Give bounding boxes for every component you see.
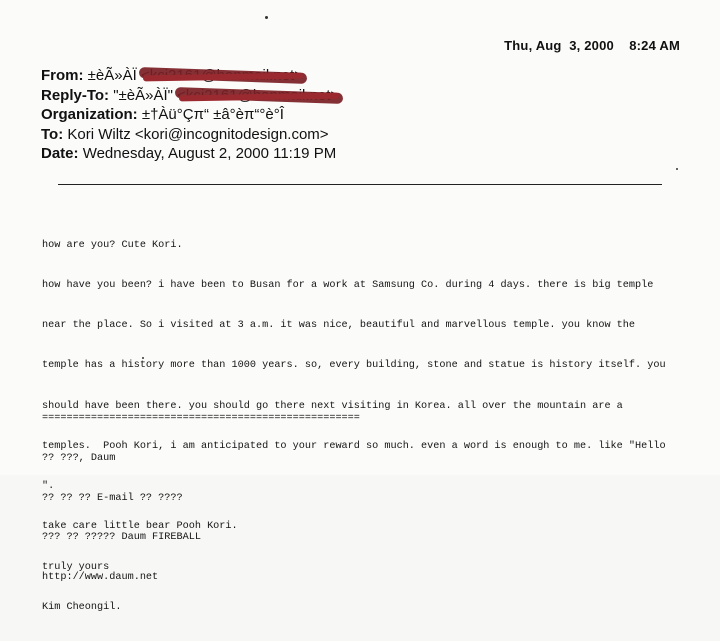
- reply-to-name: "±èÃ»ÀÏ": [113, 86, 173, 104]
- organization-row: [41, 105, 339, 125]
- organization-label: Organization:: [41, 106, 138, 123]
- from-address-redacted: [141, 66, 303, 86]
- date-row: [41, 144, 339, 164]
- to-value: Kori Wiltz <kori@incognitodesign.com>: [67, 125, 329, 143]
- from-name: ±èÃ»ÀÏ: [87, 67, 137, 84]
- scan-speck: [142, 357, 144, 359]
- body-line: how are you? Cute Kori.: [42, 239, 183, 251]
- body-line: take care little bear Pooh Kori.: [42, 521, 238, 533]
- print-date: Thu, Aug 3, 2000 8:24 AM: [504, 38, 680, 53]
- signature-line: ?? ???, Daum: [42, 453, 116, 465]
- signature-link: http://www.daum.net: [42, 571, 159, 583]
- signature-line: ??? ?? ????? Daum FIREBALL: [42, 532, 201, 544]
- from-row: [41, 66, 339, 86]
- body-line: Kim Cheongil.: [42, 601, 122, 613]
- organization-value: ±†Àü°Çπ“ ±â°èπ“°è°Î: [141, 106, 284, 123]
- body-line: near the place. So i visited at 3 a.m. it was nice, beautiful and marvellous temple. you know the: [42, 320, 636, 332]
- reply-to-address-redacted: [177, 86, 339, 106]
- body-line: temple has a history more than 1000 years. so, every building, stone and statue is history itself. you: [42, 360, 666, 372]
- body-line: how have you been? i have been to Busan for a work at Samsung Co. during 4 days. there is big temple: [42, 280, 654, 292]
- to-label: To:: [41, 125, 64, 143]
- from-label: From:: [41, 67, 84, 84]
- reply-to-label: Reply-To:: [41, 86, 110, 104]
- scan-speck: [676, 168, 678, 170]
- signature-separator: ====================================================: [42, 413, 360, 425]
- body-line: temples. Pooh Kori, i am anticipated to your reward so much. even a word is enough to me. like "Hello: [42, 440, 666, 452]
- email-headers: [41, 66, 339, 164]
- header-divider: [58, 184, 662, 185]
- date-value: Wednesday, August 2, 2000 11:19 PM: [82, 145, 337, 162]
- body-line: truly yours: [42, 561, 110, 573]
- date-label: Date:: [41, 145, 79, 162]
- reply-to-row: [41, 86, 339, 106]
- body-line: ".: [42, 481, 55, 493]
- body-line: should have been there. you should go there next visiting in Korea. all over the mountain are a: [42, 400, 623, 412]
- scan-speck: [265, 16, 268, 19]
- to-row: [41, 125, 339, 145]
- signature-line: ?? ?? ?? E-mail ?? ????: [42, 492, 183, 504]
- email-signature: [42, 386, 360, 610]
